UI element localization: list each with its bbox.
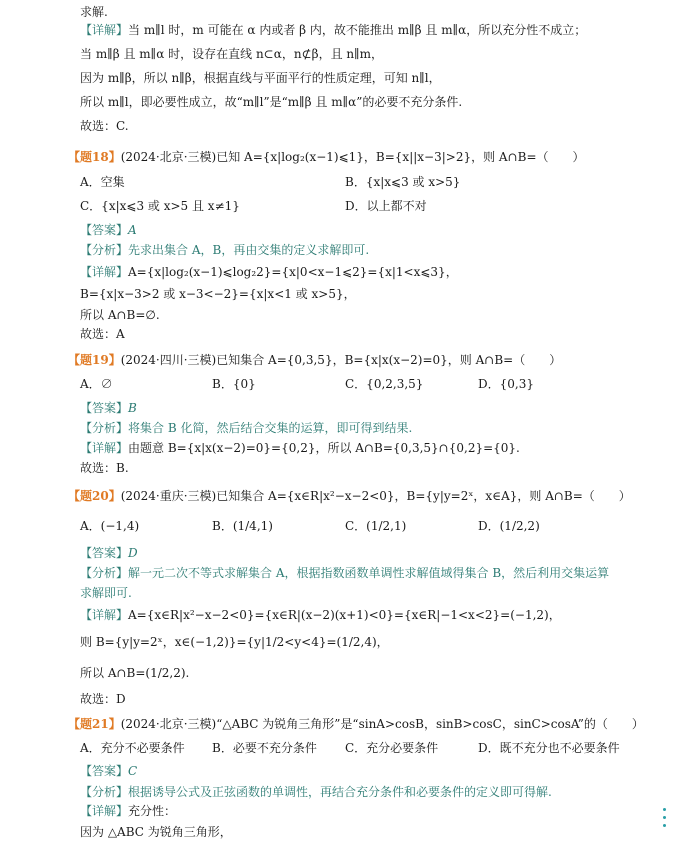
text-line: 故选：C. [80, 119, 129, 133]
question-tag: 【题20】 [68, 489, 121, 503]
answer-tag: 【答案】 [80, 764, 129, 778]
answer-value: C [128, 764, 138, 778]
text-line: 所以 m∥l，即必要性成立，故“m∥l”是“m∥β 且 m∥α”的必要不充分条件. [80, 95, 463, 109]
analysis-line [80, 784, 552, 800]
answer-value: A [128, 223, 137, 237]
option-c: C．{x|x⩽3 或 x>5 且 x≠1} [80, 199, 240, 213]
option-b: B．必要不充分条件 [212, 741, 317, 755]
detail-tag: 【详解】 [80, 23, 129, 37]
text-line: B={x|x−3>2 或 x−3<−2}={x|x<1 或 x>5}， [80, 287, 356, 301]
detail-tag: 【详解】 [80, 265, 129, 279]
text-line: 因为 △ABC 为锐角三角形， [80, 825, 232, 839]
detail-text: 充分性： [128, 804, 177, 818]
text-line: 故选：A [80, 327, 125, 341]
option-a: A．∅ [80, 377, 113, 391]
question-text: (2024·重庆·三模)已知集合 A={x∈R|x²−x−2<0}，B={y|y=2ˣ，x∈A}，则 A∩B=（ ） [120, 489, 631, 503]
answer-value: B [128, 401, 137, 415]
answer-tag: 【答案】 [80, 546, 129, 560]
question-stem [68, 352, 561, 368]
detail-text: A={x|log₂(x−1)⩽log₂2}={x|0<x−1⩽2}={x|1<x⩽3}， [128, 265, 458, 279]
analysis-tag: 【分析】 [80, 566, 129, 580]
question-text: (2024·北京·三模)已知 A={x|log₂(x−1)⩽1}，B={x||x−3|>2}，则 A∩B=（ ） [120, 150, 585, 164]
text-line: 故选：D [80, 692, 126, 706]
option-b: B．{x|x⩽3 或 x>5} [345, 175, 461, 189]
analysis-tag: 【分析】 [80, 243, 129, 257]
answer-line [80, 222, 137, 238]
text-line: 故选：B. [80, 461, 129, 475]
analysis-line-cont: 求解即可. [80, 586, 132, 600]
detail-line [80, 264, 458, 280]
text-line: 所以 A∩B=(1/2,2). [80, 666, 190, 680]
analysis-text: 解一元二次不等式求解集合 A，根据指数函数单调性求解值域得集合 B，然后利用交集运算 [128, 566, 610, 580]
detail-text: 当 m∥l 时，m 可能在 α 内或者 β 内，故不能推出 m∥β 且 m∥α，所以充分性不成立； [128, 23, 587, 37]
detail-text: 由题意 B={x|x(x−2)=0}={0,2}，所以 A∩B={0,3,5}∩{0,2}={0}. [128, 441, 520, 455]
question-tag: 【题21】 [68, 717, 121, 731]
detail-line [80, 607, 561, 623]
detail-tag: 【详解】 [80, 608, 129, 622]
detail-line [80, 440, 520, 456]
option-b: B．(1/4,1) [212, 519, 273, 533]
question-stem [68, 488, 631, 504]
question-tag: 【题18】 [68, 150, 121, 164]
option-c: C．{0,2,3,5} [345, 377, 424, 391]
analysis-text: 先求出集合 A，B，再由交集的定义求解即可. [128, 243, 370, 257]
analysis-text: 将集合 B 化简，然后结合交集的运算，即可得到结果. [128, 421, 413, 435]
option-d: D．以上都不对 [345, 199, 427, 213]
answer-line [80, 763, 137, 779]
option-c: C．充分必要条件 [345, 741, 439, 755]
question-stem [68, 149, 585, 165]
detail-tag: 【详解】 [80, 804, 129, 818]
option-d: D．(1/2,2) [478, 519, 540, 533]
text-line: 求解. [80, 5, 108, 19]
question-text: (2024·四川·三模)已知集合 A={0,3,5}，B={x|x(x−2)=0}，则 A∩B=（ ） [120, 353, 562, 367]
option-c: C．(1/2,1) [345, 519, 407, 533]
answer-line [80, 545, 138, 561]
analysis-text: 根据诱导公式及正弦函数的单调性，再结合充分条件和必要条件的定义即可得解. [128, 785, 552, 799]
text-line: 则 B={y|y=2ˣ，x∈(−1,2)}={y|1/2<y<4}=(1/2,4)， [80, 635, 389, 649]
question-tag: 【题19】 [68, 353, 121, 367]
detail-line [80, 22, 586, 38]
option-d: D．{0,3} [478, 377, 534, 391]
text-line: 因为 m∥β，所以 n∥β，根据直线与平面平行的性质定理，可知 n∥l， [80, 71, 441, 85]
option-d: D．既不充分也不必要条件 [478, 741, 620, 755]
analysis-line [80, 565, 609, 581]
question-text: (2024·北京·三模)“△ABC 为锐角三角形”是“sinA>cosB，sinB>cosC，sinC>cosA”的（ ） [120, 717, 644, 731]
analysis-line [80, 420, 412, 436]
detail-line [80, 803, 176, 819]
question-stem [68, 716, 644, 732]
analysis-tag: 【分析】 [80, 421, 129, 435]
option-a: A．(−1,4) [80, 519, 140, 533]
analysis-line [80, 242, 369, 258]
detail-tag: 【详解】 [80, 441, 129, 455]
answer-value: D [128, 546, 138, 560]
option-a: A．空集 [80, 175, 125, 189]
analysis-tag: 【分析】 [80, 785, 129, 799]
option-b: B．{0} [212, 377, 256, 391]
text-line: 当 m∥β 且 m∥α 时，设存在直线 n⊂α，n⊄β，且 n∥m， [80, 47, 384, 61]
answer-line [80, 400, 137, 416]
scroll-indicator[interactable] [663, 808, 667, 832]
answer-tag: 【答案】 [80, 223, 129, 237]
detail-text: A={x∈R|x²−x−2<0}={x∈R|(x−2)(x+1)<0}={x∈R|−1<x<2}=(−1,2)， [128, 608, 561, 622]
text-line: 所以 A∩B=∅. [80, 308, 160, 322]
option-a: A．充分不必要条件 [80, 741, 185, 755]
answer-tag: 【答案】 [80, 401, 129, 415]
